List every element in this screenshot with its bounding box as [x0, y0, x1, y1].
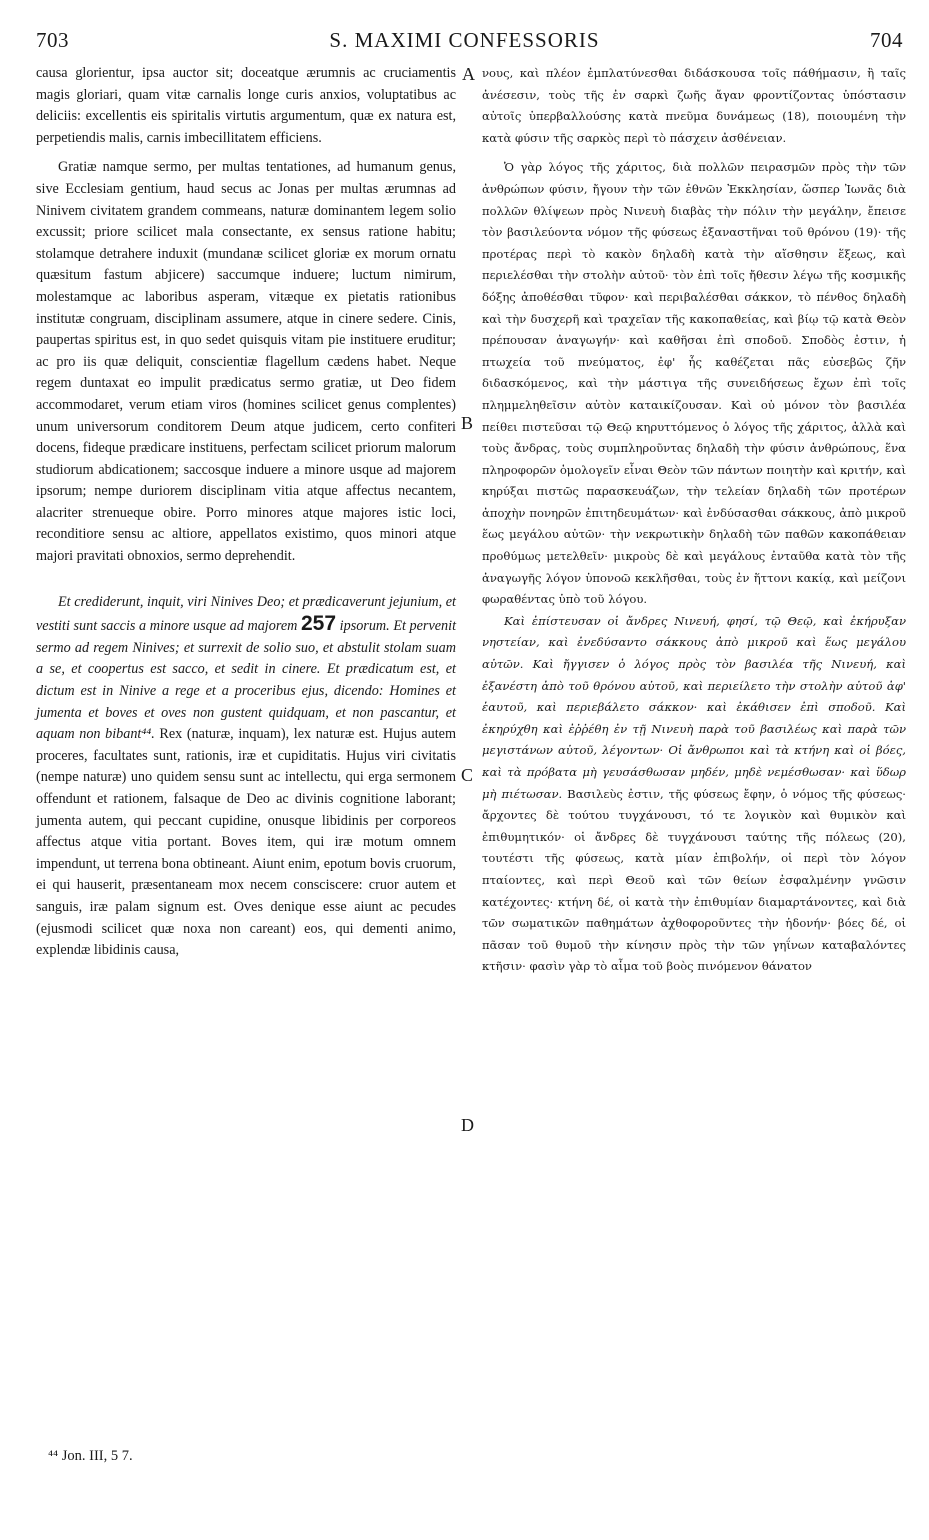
- latin-scripture-quote-a: Et crediderunt, inquit, viri Ninives Deo; et prædicaverunt jejunium, et vestiti sunt saccis a minore usque ad majorem: [36, 593, 456, 635]
- greek-scripture-quote: Καὶ ἐπίστευσαν οἱ ἄνδρες Νινευή, φησί, τῷ Θεῷ, καὶ ἐκήρυξαν νηστείαν, καὶ ἐνεδύσαντο σάκκους ἀπὸ μικροῦ καὶ ἕως μεγάλου αὐτῶν. Καὶ ἤγγισεν ὁ λόγος πρὸς τὸν βασιλέα τῆς Νινευή, καὶ ἐξανέστη ἀπὸ τοῦ θρόνου αὐτοῦ, καὶ περιείλετο τὴν στολὴν αὐτοῦ ἀφ' ἑαυτοῦ, καὶ περιεβάλετο σάκκον· καὶ ἐκάθισεν ἐπὶ σποδοῦ. Καὶ ἐκηρύχθη καὶ ἐῤῥέθη ἐν τῇ Νινευὴ παρὰ τοῦ βασιλέως καὶ παρὰ τῶν μεγιστάνων αὐτοῦ, λέγοντων· Οἱ ἄνθρωποι καὶ τὰ κτήνη καὶ οἱ βόες, καὶ τὰ πρόβατα μὴ γευσάσθωσαν μηδέν, μηδὲ νεμέσθωσαν· καὶ ὕδωρ μὴ πιέτωσαν.: [482, 613, 906, 801]
- page-number-left: 703: [36, 28, 69, 52]
- footnote: ⁴⁴ Jon. III, 5 7.: [48, 1448, 133, 1464]
- latin-paragraph-3: [36, 592, 456, 962]
- latin-commentary: Rex (naturæ, inquam), lex naturæ est. Hujus autem proceres, facultates sunt, rationis, iræ et cupiditatis. Hujus viri civitatis (nempe naturæ) uno quidem sensu sunt ac intellectu, qui erga sermonem offendunt et rationem, falsaque de Deo ac divinis cognitione laborant; jumenta autem, qui peccant cupidine, onusque libidinis per corporeos affectus atque vitia portant. Boves item, qui iræ motum omnem impendunt, ut terrena bona obtineant. Aiunt enim, epotum bovis cruorum, ei qui hauserit, præsentaneam mox necem consciscere: cruor autem et sanguis, iræ palam signum est. Oves denique esse aiunt ac pecudes (ejusmodi scilicet quæ noxa non careant) eos, qui dementi animo, explendæ libidinis causa,: [36, 726, 456, 959]
- running-title: S. MAXIMI CONFESSORIS: [329, 28, 600, 52]
- latin-paragraph-1: causa glorientur, ipsa auctor sit; doceatque ærumnis ac cruciamentis magis gloriari, quam vitæ carnalis longe curis anxios, voluptatibus ac deliciis: excellentis eis spiritalis virtutis argumentum, quæ ex natura est, perpetiendis malis, carnis imbecillitatem efficiens.: [36, 65, 456, 146]
- page-number-right: 704: [870, 28, 903, 52]
- latin-column: [36, 63, 456, 962]
- latin-paragraph-2: Gratiæ namque sermo, per multas tentationes, ad humanum genus, sive Ecclesiam gentium, haud secus ac Jonas per multas ærumnas ad Ninivem civitatem grandem commeans, naturæ dominantem legem solio excussit; priore scilicet mala consectante, ex sensus ratione habitu; stolamque detrahere induxit (mundanæ scilicet gloriæ ex morum ornatu quæsitum fastum abjicere) saccumque induere; luctum nimirum, molestamque ac laboribus asperam, vitæque ex pietatis rationibus institutæ congruam, disciplinam assumere, atque in cinere sedere. Cinis, paupertas spiritus est, in quo sedet quisquis vitam pie instituere eruditur; ac pro iis quæ deliquit, conscientiæ flagellum cædens habet. Neque regem duntaxat eo impulit prædicatus sermo gratiæ, ut Deo fidem accommodaret, verum etiam viros (homines scilicet genus complentes) unum universorum conditorem Deum atque judicem, certo confiteri docens, fideque prædicare instituens, perfectam scilicet priorum malorum studiorum abdicationem; saccosque induere a minore usque ad majorem ipsorum; nempe duriorem disciplinam vitia atque affectus necantem, alacriter strenueque obire. Porro minores atque majores istic loci, reconditiore sensu ac altiore, appellatos existimo, quos minori atque majori pravitati obnoxios, sermo deprehendit.: [36, 159, 456, 565]
- margin-marker-a: A: [462, 64, 475, 84]
- inline-page-number: 257: [301, 612, 337, 636]
- margin-marker-c: C: [461, 765, 474, 785]
- latin-scripture-quote-b: ipsorum. Et pervenit sermo ad regem Ninives; et surrexit de solio suo, et abstulit stolam suam a se, et coopertus est sacco, et sedit in cinere. Et prædicatum est, et dictum est in Ninive a rege et a proceribus ejus, dicendo: Homines et jumenta et boves et oves non gustent quidquam, et non pascantur, et aquam non bibant⁴⁴.: [36, 618, 457, 743]
- greek-paragraph-1: νους, καὶ πλέον ἐμπλατύνεσθαι διδάσκουσα τοῖς πάθήμασιν, ἢ ταῖς ἀνέσεσιν, τοὺς τῆς ἐν σαρκὶ ζωῆς ἄγαν φροντίζοντας ὑπόστασιν αὐτοῖς ὑπερβαλλούσης κατὰ πνεῦμα δυνάμεως (18), ποιουμένη τὴν κατὰ φύσιν τῆς σαρκὸς περὶ τὸ πάσχειν ἀσθένειαν.: [482, 66, 906, 145]
- margin-marker-d: D: [461, 1115, 474, 1135]
- margin-marker-b: B: [461, 413, 474, 433]
- greek-column: [482, 63, 906, 978]
- greek-paragraph-2: Ὁ γὰρ λόγος τῆς χάριτος, διὰ πολλῶν πειρασμῶν πρὸς τὴν τῶν ἀνθρώπων φύσιν, ἤγουν τὴν τῶν ἐθνῶν Ἐκκλησίαν, ὥσπερ Ἰωνᾶς διὰ πολλῶν θλίψεων πρὸς Νινευὴ διαβὰς τὴν πόλιν τὴν μεγάλην, ἔπεισε τὸν βασιλεύοντα νόμον τῆς φύσεως ἐξαναστῆναι τοῦ θρόνου (19)· τῆς προτέρας περὶ τὸ κακὸν δηλαδὴ κατὰ τὴν αἴσθησιν ἕξεως, καὶ περιελέσθαι τὴν στολὴν αὐτοῦ· τὸν ἐπὶ τοῖς ἤθεσιν λέγω τῆς κοσμικῆς δόξης ἀποθέσθαι τῦφον· καὶ περιβαλέσθαι σάκκον, τὸ πένθος δηλαδὴ καὶ τὴν δυσχερῆ καὶ τραχεῖαν τῆς κακοπαθείας, καὶ βίῳ τῷ κατὰ Θεὸν πρέπουσαν ἀναγωγήν· καὶ καθῆσαι ἐπὶ σποδοῦ. Σποδὸς ἐστιν, ἡ πτωχεία τοῦ πνεύματος, ἐφ' ἧς καθέζεται πᾶς εὐσεβῶς ζῆν διδασκόμενος, καὶ τὴν μάστιγα τῆς συνειδήσεως ἔχων ἐπὶ τοῖς πλημμεληθεῖσιν αὐτὸν καταικίζουσαν. Καὶ οὐ μόνον τὸν βασιλέα πείθει πιστεῦσαι τῷ Θεῷ κηρυττόμενος ὁ λόγος τῆς χάριτος, ἀλλὰ καὶ τοὺς ἄνδρας, τοὺς συμπληροῦντας δηλαδὴ τὴν φύσιν ἀνθρώπους, ἕνα πληροφορῶν ὁμολογεῖν εἶναι Θεὸν τῶν πάντων ποιητὴν καὶ κριτήν, καὶ κηρύξαι πιστῶς παρασκευάζων, τὴν τελείαν δηλαδὴ τῶν προτέρων ἀποχὴν πονηρῶν ἐπιτηδευμάτων· καὶ ἐνδύσασθαι σάκκους, ἀπὸ μικροῦ ἕως μεγάλου αὐτῶν· τὴν νεκρωτικὴν δηλαδὴ τῶν παθῶν κακοπάθειαν προθύμως μετελθεῖν· μικροὺς δὲ καὶ μεγάλους ἐνταῦθα κατὰ τὸν τῆς ἀναγωγῆς λόγον ὑπονοῶ κεκλῆσθαι, τοὺς ἐν ἥττονι κακίᾳ, καὶ μείζονι φωραθέντας ὑπὸ τοῦ λόγου.: [482, 160, 906, 607]
- greek-commentary: Βασιλεὺς ἐστιν, τῆς φύσεως ἔφην, ὁ νόμος τῆς φύσεως· ἄρχοντες δὲ τούτου τυγχάνουσι, τό τε λογικὸν καὶ θυμικὸν καὶ ἐπιθυμητικόν· οἱ ἄνδρες δὲ τυγχάνουσι ταύτης τῆς πόλεως (20), τουτέστι τῆς φύσεως, κατὰ μίαν ἐπιβολήν, οἱ περὶ τὸν λόγον πταίοντες, καὶ περὶ Θεοῦ καὶ τῶν θείων ἐσφαλμένην γνῶσιν κατέχοντες· κτήνη δέ, οἱ κατὰ τὴν ἐπιθυμίαν διαμαρτάνοντες, καὶ διὰ τῶν σωματικῶν παθημάτων ἀχθοφοροῦντες τὴν ἡδονήν· βόες δέ, οἱ πᾶσαν τοῦ θυμοῦ τὴν κίνησιν πρὸς τὴν τῶν γηΐνων καταβαλόντες κτῆσιν· φασὶν γὰρ τὸ αἷμα τοῦ βοὸς πινόμενον θάνατον: [482, 786, 906, 974]
- greek-paragraph-3: [482, 611, 906, 978]
- page-header: [0, 28, 929, 58]
